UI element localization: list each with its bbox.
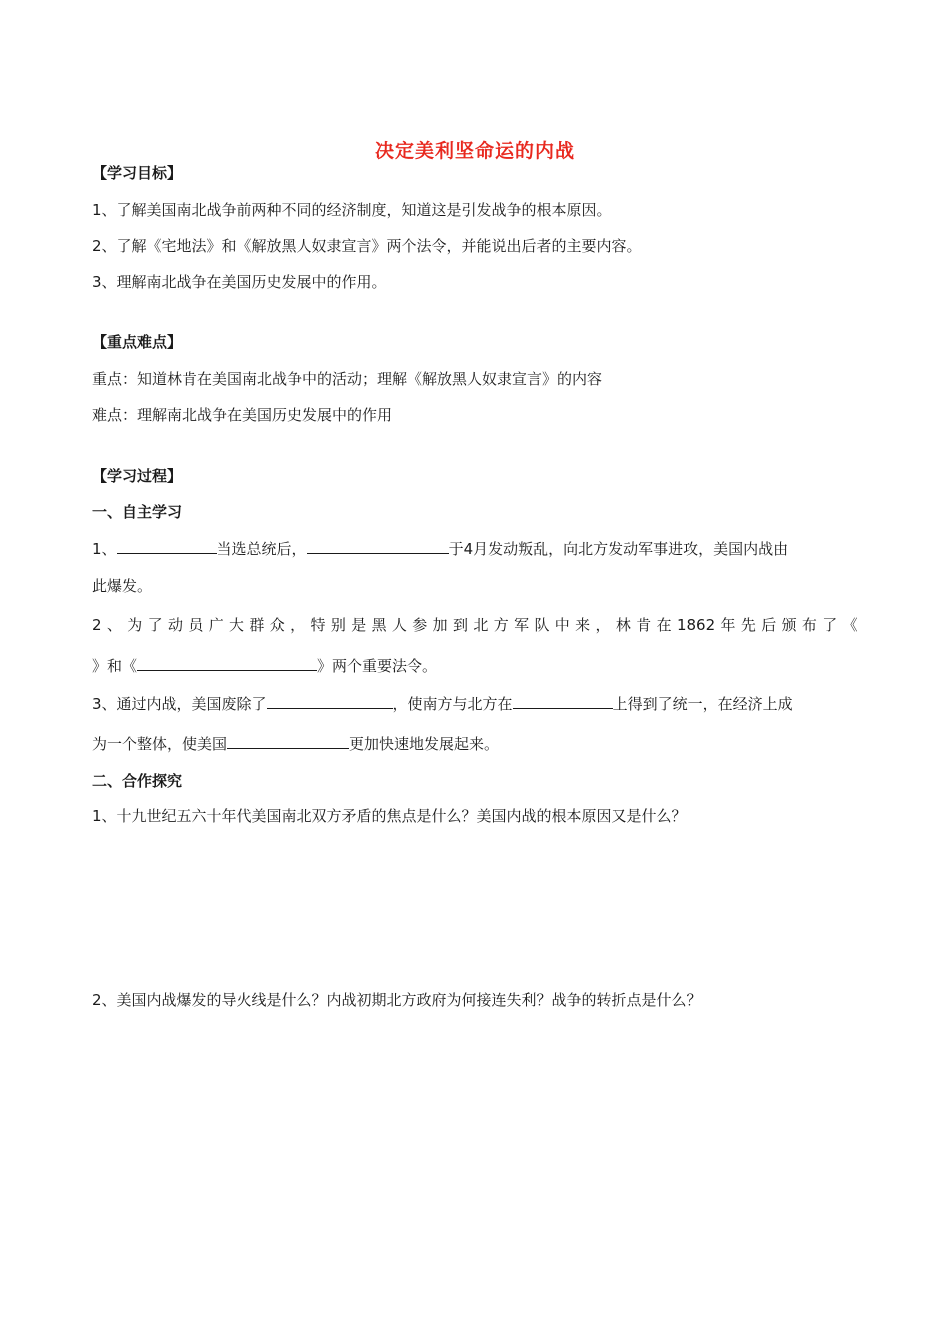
q2-blank[interactable] [137,655,317,671]
q2-char: 《 [842,616,858,634]
self-study-question-2 [92,615,858,635]
self-study-heading: 一、自主学习 [92,503,183,521]
q2-char: 加 [432,616,448,634]
q2-char: 特 [310,616,326,634]
q2-char: 1862 [676,616,716,634]
cooperation-heading: 二、合作探究 [92,772,183,790]
q2-char: 到 [453,616,469,634]
q2-char: 北 [473,616,489,634]
objective-item-1: 1、了解美国南北战争前两种不同的经济制度，知道这是引发战争的根本原因。 [92,201,612,219]
q2-text-1: 》和《 [92,657,138,675]
q3-text-2: ，使南方与北方在 [392,695,513,713]
q1-text-1: 当选总统后， [216,540,307,558]
q2-char: 员 [188,616,204,634]
q3-text-1: 3、通过内战，美国废除了 [92,695,267,713]
q2-char: 布 [801,616,817,634]
q2-char: 肯 [636,616,652,634]
self-study-question-1 [92,538,788,559]
q3-text-4: 为一个整体，使美国 [92,735,228,753]
key-points-heading: 【重点难点】 [92,333,183,351]
q2-char: 林 [615,616,631,634]
q2-char: 军 [514,616,530,634]
q2-text-2: 》两个重要法令。 [317,657,438,675]
q2-char: 、 [106,616,122,634]
q2-char: 在 [656,616,672,634]
q2-char: 方 [493,616,509,634]
cooperation-question-2: 2、美国内战爆发的导火线是什么？内战初期北方政府为何接连失利？战争的转折点是什么？ [92,991,702,1009]
q1-blank-1[interactable] [117,538,217,554]
page-title: 决定美利坚命运的内战 [374,140,575,162]
q2-char: 了 [147,616,163,634]
q3-text-5: 更加快速地发展起来。 [349,735,500,753]
q2-char: 为 [127,616,143,634]
self-study-question-3 [92,693,793,714]
objectives-heading: 【学习目标】 [92,164,183,182]
q1-blank-2[interactable] [307,538,449,554]
q3-blank-3[interactable] [227,733,349,749]
q2-char: 人 [391,616,407,634]
q2-char: 2 [92,616,102,634]
self-study-question-3-cont [92,733,499,754]
q1-text-2: 于4月发动叛乱，向北方发动军事进攻，美国内战由 [448,540,789,558]
q2-char: 年 [720,616,736,634]
q2-char: 队 [534,616,550,634]
q2-char: 别 [330,616,346,634]
q2-char: 大 [229,616,245,634]
cooperation-question-1: 1、十九世纪五六十年代美国南北双方矛盾的焦点是什么？美国内战的根本原因又是什么？ [92,807,687,825]
objective-item-3: 3、理解南北战争在美国历史发展中的作用。 [92,273,387,291]
key-point-focus: 重点：知道林肯在美国南北战争中的活动；理解《解放黑人奴隶宣言》的内容 [92,370,603,388]
q3-text-3: 上得到了统一，在经济上成 [612,695,793,713]
q2-char: 了 [822,616,838,634]
key-point-difficulty: 难点：理解南北战争在美国历史发展中的作用 [92,406,393,424]
self-study-question-1-cont: 此爆发。 [92,577,153,595]
q2-char: 中 [554,616,570,634]
q2-char: 颁 [781,616,797,634]
q2-char: 参 [412,616,428,634]
q2-char: 众 [269,616,285,634]
q2-char: 群 [249,616,265,634]
q3-blank-1[interactable] [267,693,393,709]
q2-char: ， [290,616,306,634]
q1-number: 1、 [92,540,117,558]
q3-blank-2[interactable] [513,693,613,709]
q2-char: 黑 [371,616,387,634]
q2-char: 是 [351,616,367,634]
self-study-question-2-cont [92,655,437,676]
process-heading: 【学习过程】 [92,467,183,485]
q2-char: 动 [167,616,183,634]
q2-char: 先 [740,616,756,634]
q2-char: ， [595,616,611,634]
q2-char: 来 [575,616,591,634]
q2-char: 后 [761,616,777,634]
objective-item-2: 2、了解《宅地法》和《解放黑人奴隶宣言》两个法令，并能说出后者的主要内容。 [92,237,642,255]
q2-char: 广 [208,616,224,634]
